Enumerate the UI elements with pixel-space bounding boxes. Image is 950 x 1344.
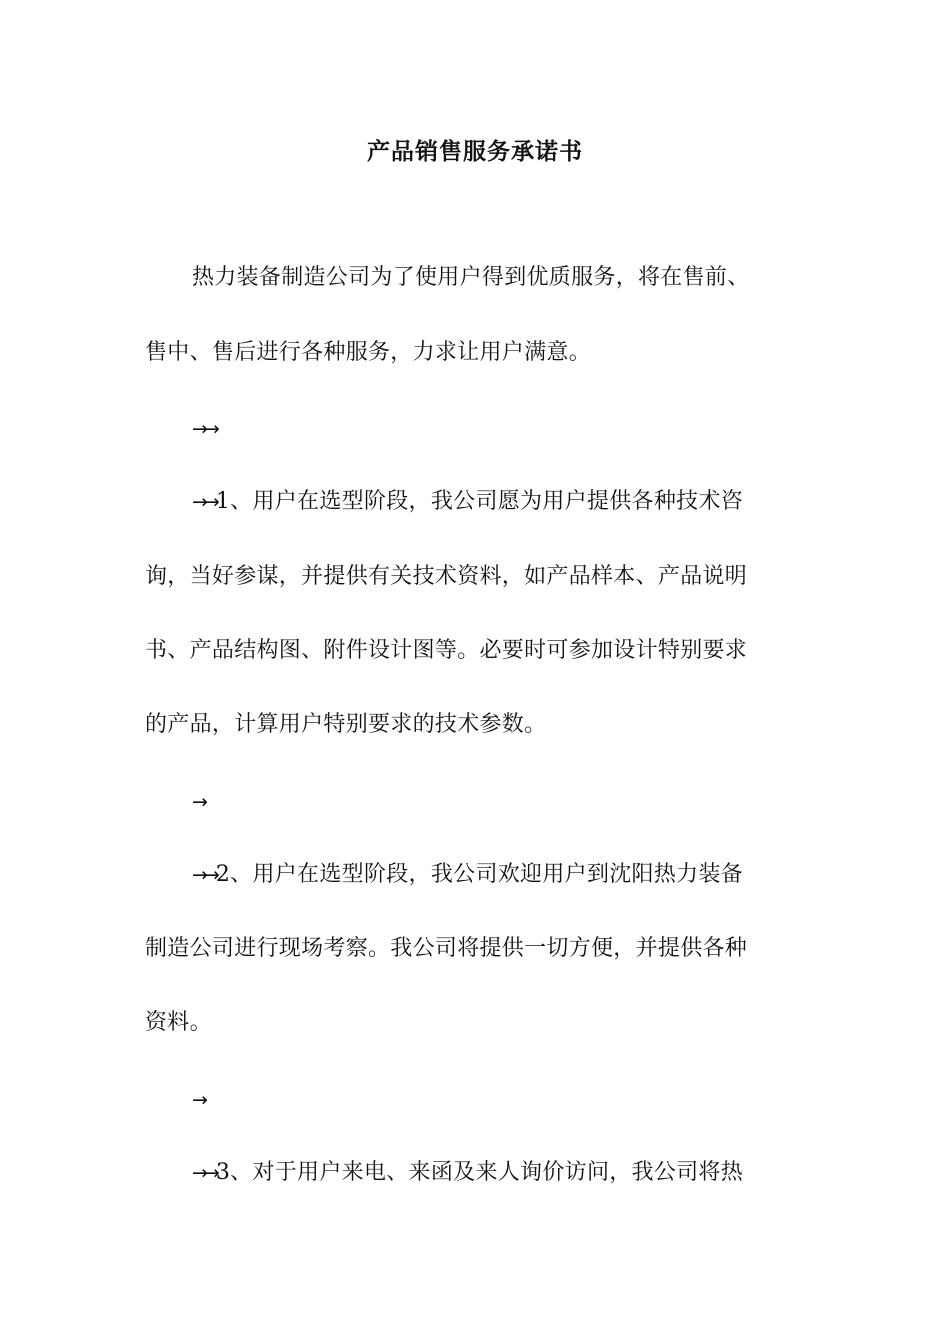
arrow-marker: →→ [192, 418, 216, 440]
paragraph-line [192, 484, 743, 520]
paragraph-text: 1、用户在选型阶段，我公司愿为用户提供各种技术咨 [215, 489, 744, 514]
arrow-marker: →→ [192, 864, 216, 886]
paragraph-line: 询，当好参谋，并提供有关技术资料，如产品样本、产品说明 [145, 564, 748, 589]
document-title: 产品销售服务承诺书 [367, 138, 583, 165]
arrow-marker: → [192, 1089, 204, 1111]
paragraph-line: 的产品，计算用户特别要求的技术参数。 [145, 712, 547, 737]
arrow-marker: →→ [192, 1162, 216, 1184]
paragraph-line: 书、产品结构图、附件设计图等。必要时可参加设计特别要求 [145, 638, 748, 663]
paragraph-line: 制造公司进行现场考察。我公司将提供一切方便，并提供各种 [145, 936, 748, 961]
arrow-marker: → [192, 791, 204, 813]
paragraph-line [192, 857, 743, 893]
paragraph-text: 3、对于用户来电、来函及来人询价访问，我公司将热 [215, 1160, 744, 1185]
paragraph-line [192, 1155, 743, 1191]
paragraph-line: 资料。 [145, 1010, 212, 1035]
paragraph-text: 2、用户在选型阶段，我公司欢迎用户到沈阳热力装备 [215, 862, 744, 887]
paragraph-line: 热力装备制造公司为了使用户得到优质服务，将在售前、 [192, 265, 750, 290]
paragraph-line: 售中、售后进行各种服务，力求让用户满意。 [145, 340, 592, 365]
arrow-marker: →→ [192, 491, 216, 513]
